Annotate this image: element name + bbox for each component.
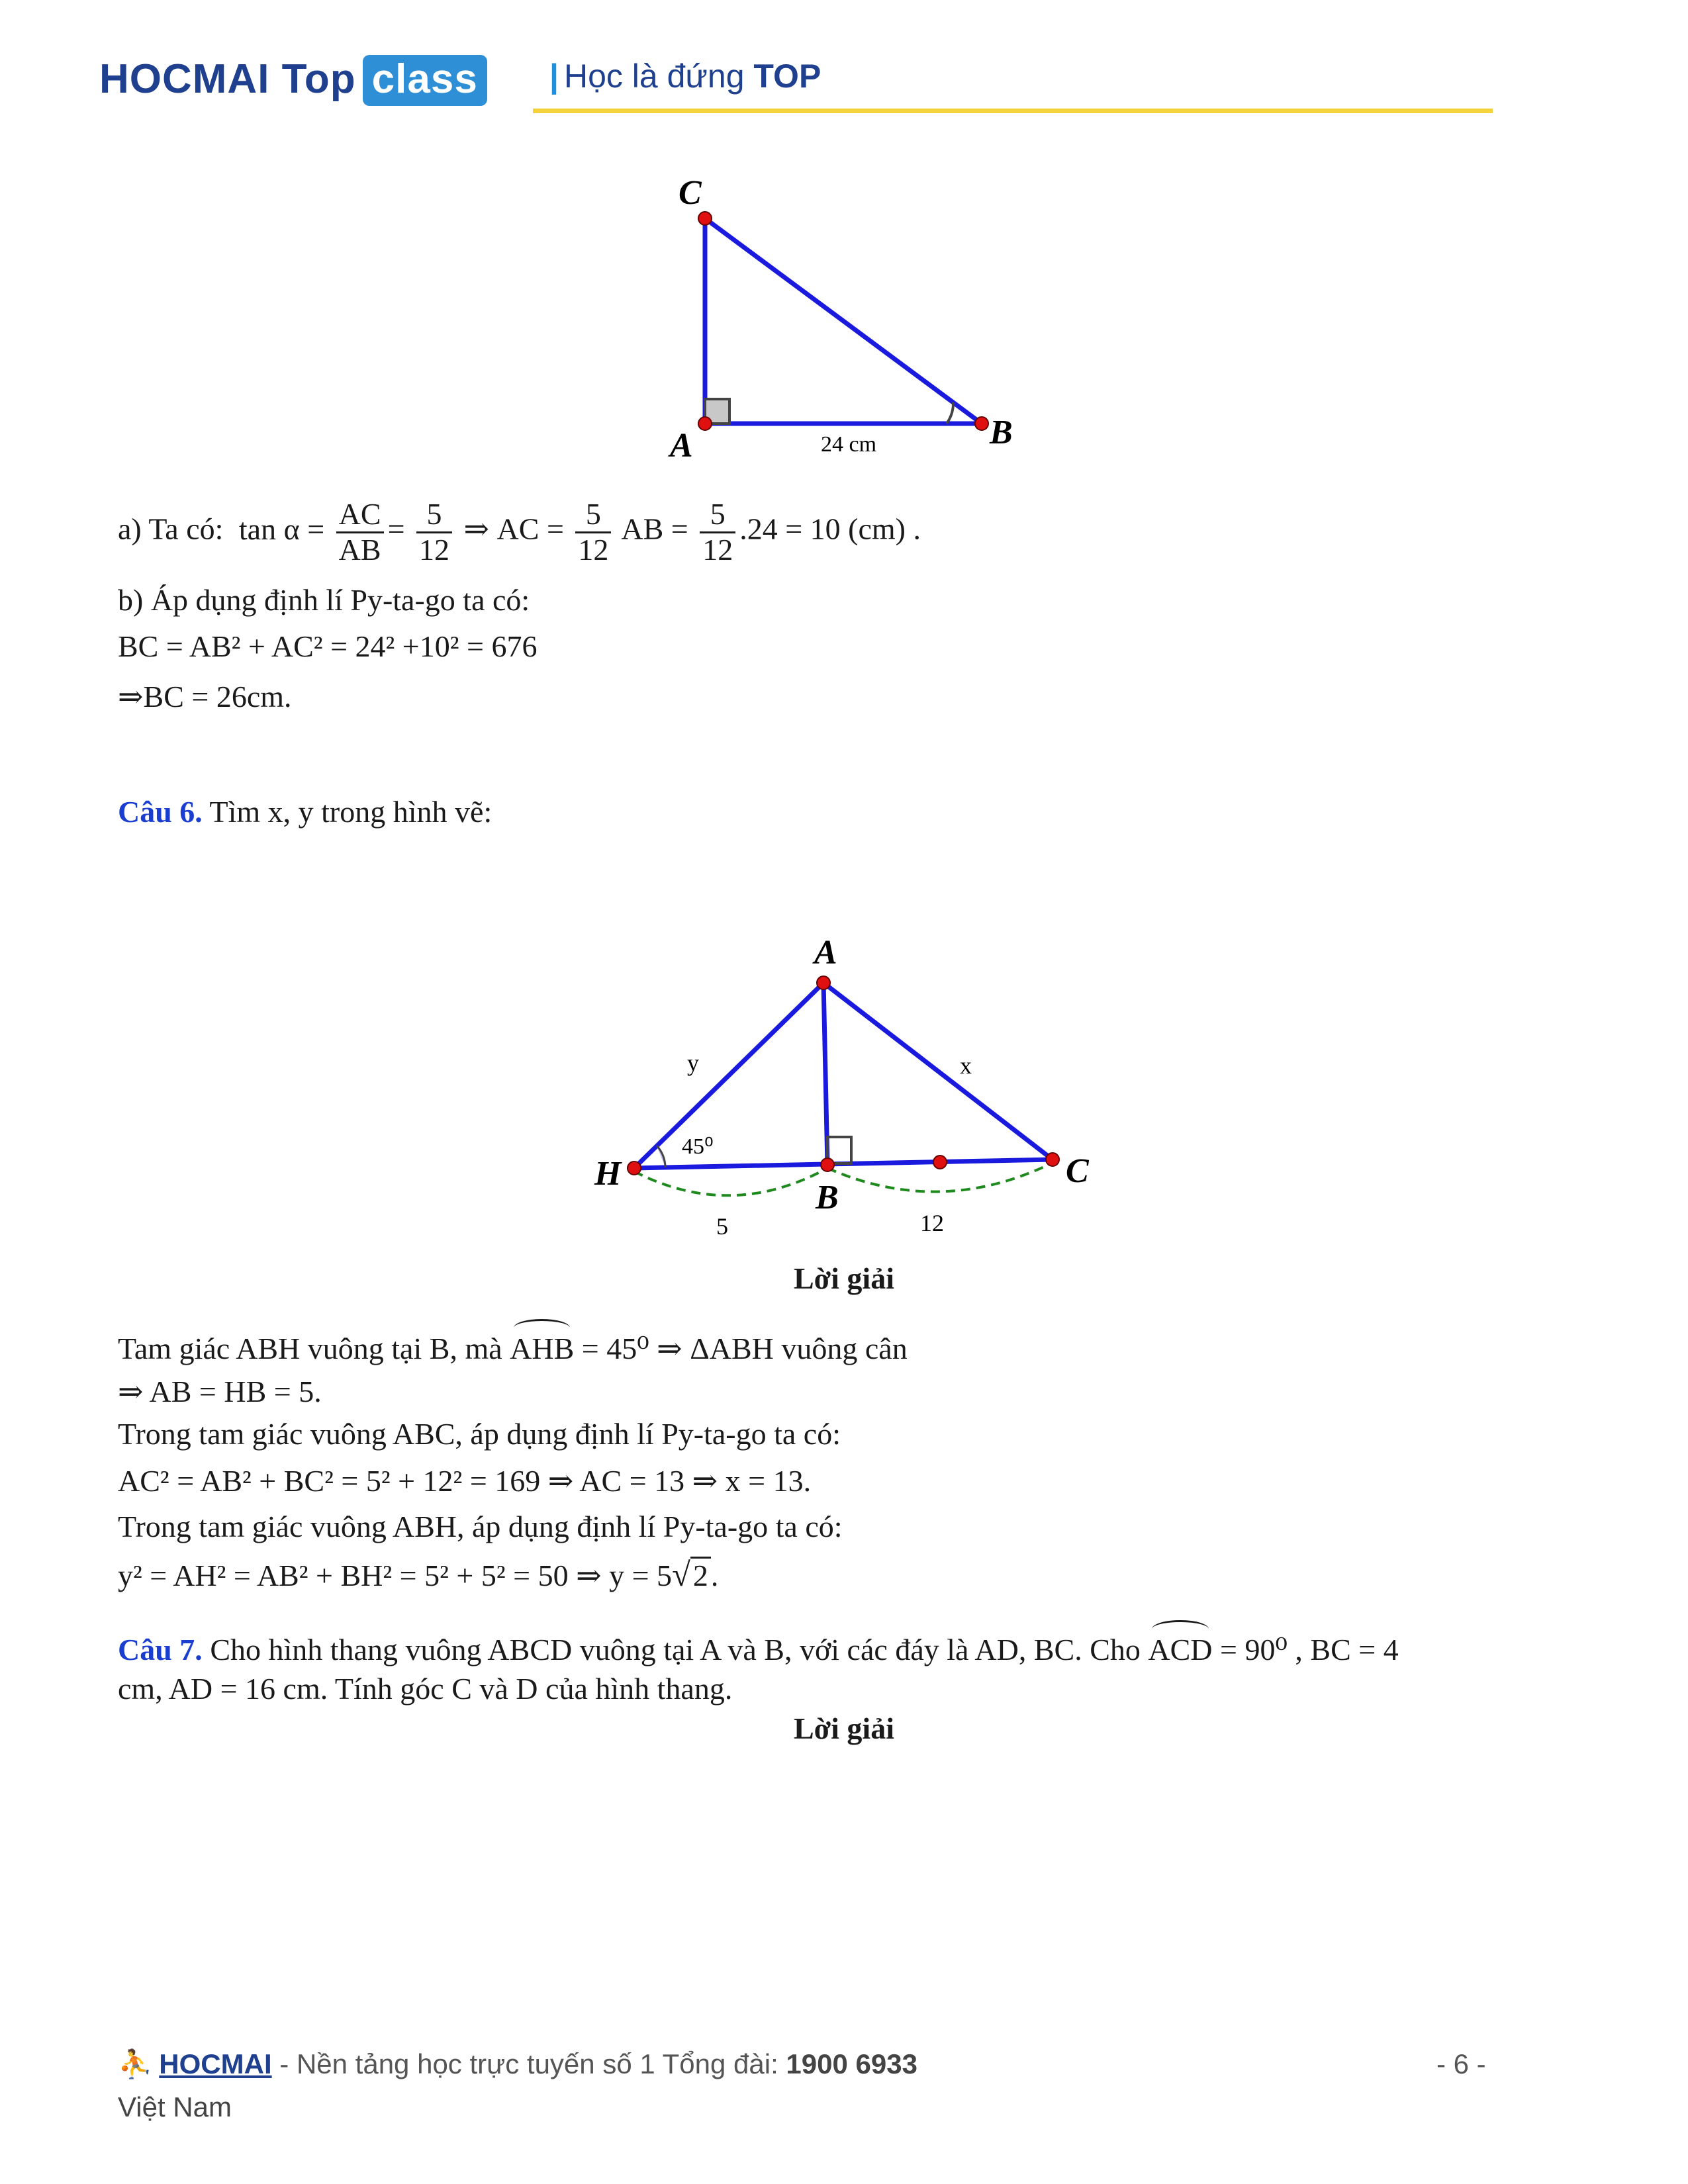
point-c: [698, 212, 712, 225]
solution-b-equation: [118, 629, 537, 664]
l1-post: = 45⁰ ⇒ ΔABH vuông cân: [574, 1332, 908, 1365]
label-a2: A: [814, 934, 837, 972]
footer: [118, 2048, 917, 2081]
solution-a-line: a) Ta có: tan α = $\frac{AC}{AB}$ = $\frac{5}{12}$ ⇒ AC = $\frac{5}{12}$ AB = $\frac{5}{12}$ .24 = 10 (cm) .: [118, 497, 921, 567]
label-y: y: [687, 1050, 699, 1076]
solution-b-line: b) Áp dụng định lí Py-ta-go ta có:: [118, 583, 530, 617]
segment-ah: [634, 983, 823, 1168]
question-6-label: Câu 6.: [118, 795, 203, 829]
point-a2: [817, 976, 830, 989]
figure1-lines: [698, 212, 988, 430]
l6-sqrt: 2: [690, 1557, 711, 1592]
label-seg-hb: 5: [716, 1213, 728, 1240]
point-c2: [1046, 1153, 1059, 1166]
l1-pre: Tam giác ABH vuông tại B, mà: [118, 1332, 510, 1365]
question-7-label: Câu 7.: [118, 1633, 203, 1666]
l6-pre: y² = AH² = AB² + BH² = 5² + 5² = 50 ⇒ y = 5: [118, 1559, 673, 1592]
b-eq-pre: BC: [118, 629, 159, 663]
point-h: [628, 1161, 641, 1175]
page-number: - 6 -: [1436, 2048, 1486, 2079]
label-a: A: [670, 427, 693, 465]
angle-ahb: AHB: [510, 1332, 575, 1365]
brand-main: HOCMAI Top: [99, 56, 356, 102]
a-mid2: AB =: [621, 512, 688, 546]
solution-6-line3: Trong tam giác vuông ABC, áp dụng định lí Py-ta-go ta có:: [118, 1417, 841, 1451]
a-tan: tan α =: [238, 512, 325, 546]
label-b2: B: [816, 1179, 839, 1216]
a-end: .24 = 10 (cm) .: [739, 512, 921, 546]
question-7-line1: [118, 1631, 1399, 1667]
footer-hotline: 1900 6933: [786, 2048, 917, 2079]
solution-6-line6: y² = AH² = AB² + BH² = 5² + 5² = 50 ⇒ y = 5√2.: [118, 1556, 719, 1593]
angle-acd: ACD: [1148, 1633, 1213, 1666]
frac-5-12-b: $\frac{5}{12}$: [575, 498, 611, 567]
footer-line2: Việt Nam: [118, 2091, 232, 2122]
point-a: [698, 417, 712, 430]
brand-class: class: [363, 55, 487, 106]
l6-end: .: [710, 1559, 719, 1592]
solution-6-line4: AC² = AB² + BC² = 5² + 12² = 169 ⇒ AC = 13 ⇒ x = 13.: [118, 1464, 812, 1498]
q7-text-pre: Cho hình thang vuông ABCD vuông tại A và B, với các đáy là AD, BC. Cho: [210, 1633, 1149, 1666]
label-c: C: [679, 174, 702, 212]
tagline-prefix: Học là đứng: [564, 58, 745, 95]
footer-brand-link[interactable]: HOCMAI: [159, 2048, 272, 2079]
solution-b-result: ⇒BC = 26cm.: [118, 680, 292, 713]
tagline-bold: TOP: [753, 58, 821, 95]
a-mid: ⇒ AC =: [463, 512, 564, 546]
label-seg-bc: 12: [920, 1210, 944, 1236]
question-6-text: Tìm x, y trong hình vẽ:: [209, 795, 492, 829]
frac-5-12-a: $\frac{5}{12}$: [416, 498, 452, 567]
tagline-bar: |: [549, 58, 559, 95]
figure2-lines: [628, 976, 1059, 1195]
label-h: H: [594, 1155, 622, 1193]
angle-arc-h: [657, 1146, 665, 1167]
a-prefix: a) Ta có:: [118, 512, 224, 546]
solution-6-line1: [118, 1330, 908, 1366]
label-x: x: [960, 1052, 972, 1079]
solution-6-line5: Trong tam giác vuông ABH, áp dụng định lí Py-ta-go ta có:: [118, 1510, 843, 1543]
question-6: [118, 794, 492, 829]
segment-bc: [705, 218, 982, 424]
solution-6-line2: ⇒ AB = HB = 5.: [118, 1375, 322, 1408]
footer-hotline-label: Tổng đài:: [662, 2048, 778, 2079]
point-b: [975, 417, 988, 430]
segment-ac2: [823, 983, 1053, 1160]
solution-6-heading: Lời giải: [794, 1261, 894, 1295]
solution-7-heading: Lời giải: [794, 1711, 894, 1745]
label-angle: 45⁰: [682, 1134, 714, 1159]
q7-text-post: = 90⁰ , BC = 4: [1212, 1633, 1399, 1666]
frac-5-12-c: $\frac{5}{12}$: [700, 498, 735, 567]
point-mid: [933, 1156, 947, 1169]
frac-ac-ab: $\frac{AC}{AB}$: [336, 498, 384, 567]
footer-logo-icon: ⛹: [118, 2048, 153, 2079]
angle-arc-b: [947, 402, 953, 424]
arc-hb: [634, 1168, 827, 1195]
label-c2: C: [1066, 1152, 1089, 1190]
label-b: B: [990, 414, 1013, 451]
question-7-line2: cm, AD = 16 cm. Tính góc C và D của hình thang.: [118, 1672, 733, 1706]
footer-text: - Nền tảng học trực tuyến số 1: [271, 2048, 663, 2079]
point-b2: [821, 1158, 834, 1171]
label-base: 24 cm: [821, 432, 877, 457]
b-eq-rest: = AB² + AC² = 24² +10² = 676: [158, 629, 538, 663]
